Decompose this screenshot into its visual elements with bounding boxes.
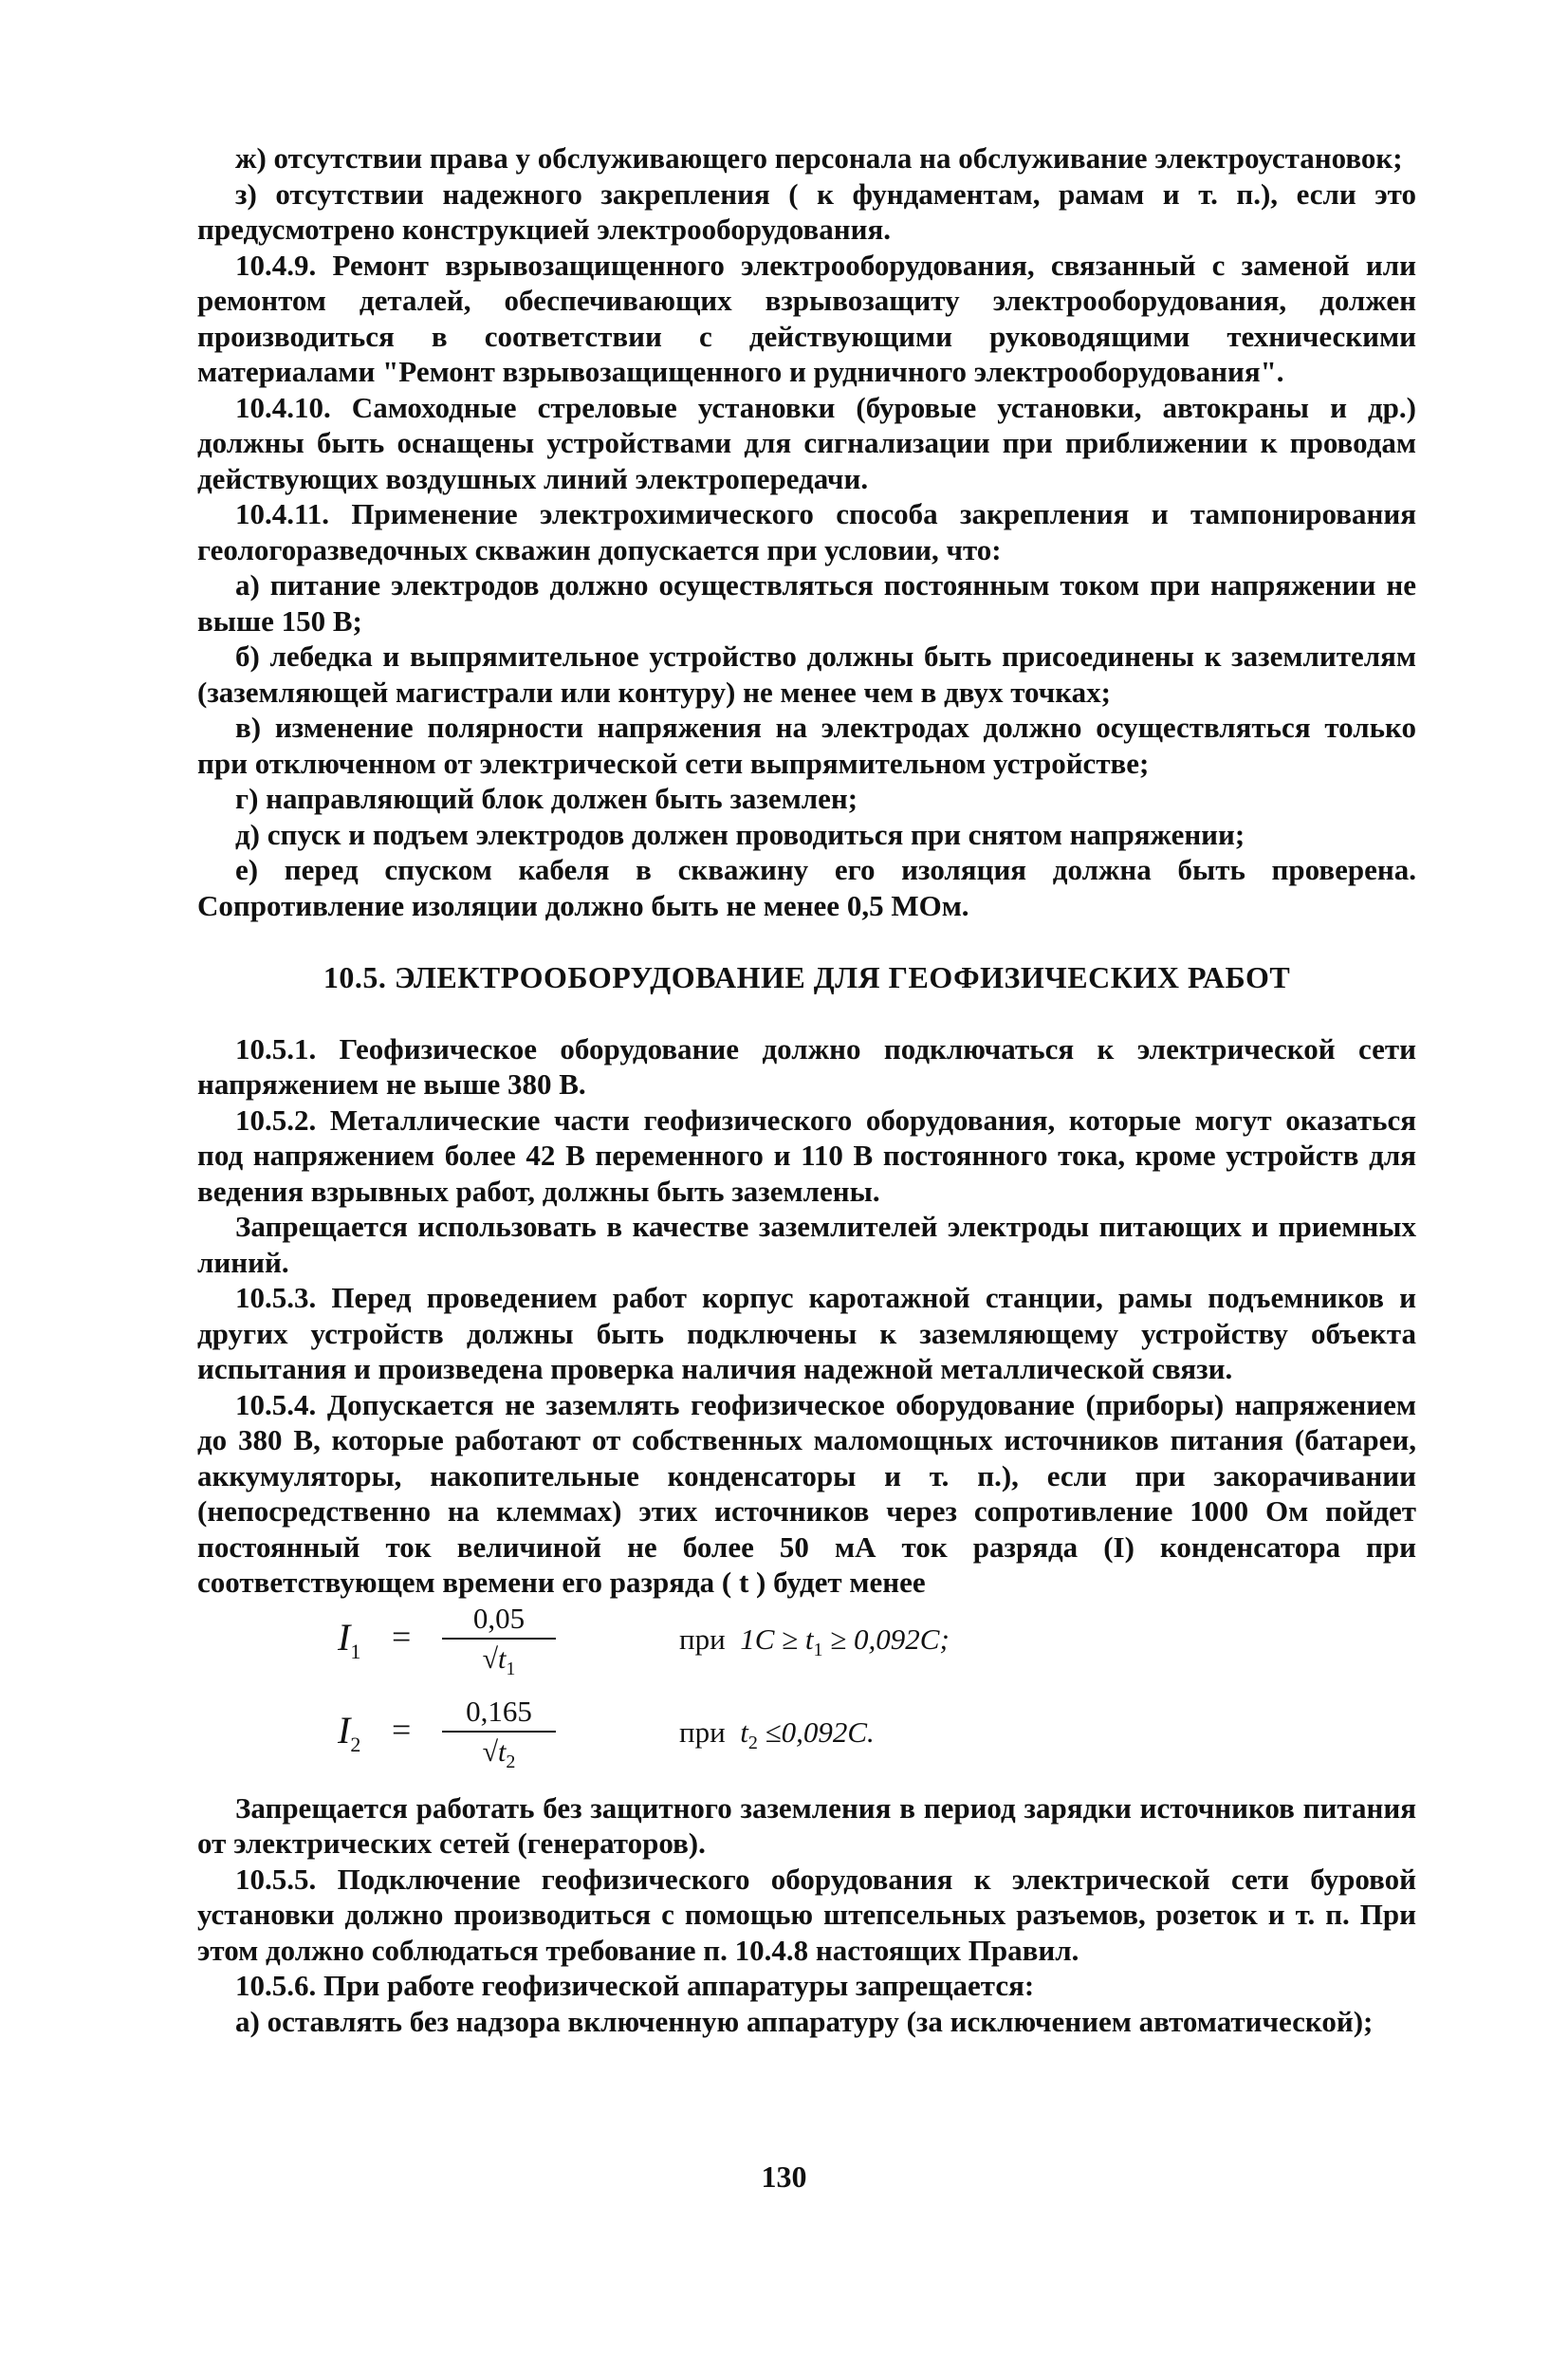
middle-paragraphs [197,1031,1416,1601]
paragraph: 10.5.6. При работе геофизической аппаратуры запрещается: [235,1969,1035,2002]
formula-lhs: $I_2$ [338,1708,361,1756]
paragraph: Запрещается работать без защитного заземления в период зарядки источников питания от электрических сетей (генераторов). [197,1790,1416,1860]
paragraph: а) питание электродов должно осуществляться постоянным током при напряжении не выше 150 В; [197,568,1416,638]
main-text [197,140,1416,2039]
paragraph: а) оставлять без надзора включенную аппаратуру (за исключением автоматической); [235,2004,1374,2038]
formula-numerator: 0,05 [442,1601,556,1640]
paragraph: б) лебедка и выпрямительное устройство должны быть присоединены к заземлителям (заземляющей магистрали или контуру) не менее чем в двух точках; [197,639,1416,709]
formula-fraction [442,1694,556,1781]
paragraph: 10.5.5. Подключение геофизического оборудования к электрической сети буровой установки должно производиться с помощью штепсельных разъемов, розеток и т. п. При этом должно соблюдаться требование п. 10.4.8 настоящих Правил. [197,1862,1416,1967]
formula-lhs: $I_1$ [338,1615,361,1663]
paragraph: д) спуск и подъем электродов должен проводиться при снятом напряжении; [235,817,1245,851]
page-number: 130 [761,2159,807,2194]
paragraph: Запрещается использовать в качестве заземлителей электроды питающих и приемных линий. [197,1210,1416,1279]
top-paragraphs [197,140,1416,923]
formula-block [197,1601,1416,1790]
paragraph: е) перед спуском кабеля в скважину его изоляция должна быть проверена. Сопротивление изоляции должно быть не менее 0,5 МОм. [197,853,1416,922]
paragraph: з) отсутствии надежного закрепления ( к фундаментам, рамам и т. п.), если это предусмотрено конструкцией электрооборудования. [197,176,1416,246]
paragraph: 10.4.11. Применение электрохимического способа закрепления и тампонирования геологоразведочных скважин допускается при условии, что: [197,497,1416,566]
paragraph: 10.4.10. Самоходные стреловые установки (буровые установки, автокраны и др.) должны быть оснащены устройствами для сигнализации при приближении к проводам действующих воздушных линий электропередачи. [197,390,1416,495]
bottom-paragraphs [197,1790,1416,2040]
formula-condition: при $t_2 \le 0,092C$. [679,1715,875,1753]
formula-equals: = [392,1617,412,1656]
paragraph: 10.4.9. Ремонт взрывозащищенного электрооборудования, связанный с заменой или ремонтом деталей, обеспечивающих взрывозащиту электрооборудования, должен производиться в соответствии с действующими руководящими техническими материалами "Ремонт взрывозащищенного и рудничного электрооборудования". [197,248,1416,388]
formula-denominator: $√t_1$ [482,1643,516,1679]
paragraph: 10.5.2. Металлические части геофизического оборудования, которые могут оказаться под напряжением более 42 В переменного и 110 В постоянного тока, кроме устройств для ведения взрывных работ, должны быть заземлены. [197,1103,1416,1208]
formula-row [197,1601,1416,1686]
formula-numerator: 0,165 [442,1694,556,1733]
paragraph: ж) отсутствии права у обслуживающего персонала на обслуживание электроустановок; [235,141,1403,175]
formula-denominator: $√t_2$ [482,1736,516,1772]
section-heading: 10.5. ЭЛЕКТРООБОРУДОВАНИЕ ДЛЯ ГЕОФИЗИЧЕСКИХ РАБОТ [323,960,1291,994]
formula-equals: = [392,1710,412,1749]
paragraph: г) направляющий блок должен быть заземлен; [235,782,858,815]
paragraph: 10.5.1. Геофизическое оборудование должно подключаться к электрической сети напряжением не выше 380 В. [197,1031,1416,1101]
paragraph: 10.5.4. Допускается не заземлять геофизическое оборудование (приборы) напряжением до 380 В, которые работают от собственных маломощных источников питания (батареи, аккумуляторы, накопительные конденсаторы и т. п.), если при закорачивании (непосредственно на клеммах) этих источников через сопротивление 1000 Ом пойдет постоянный ток величиной не более 50 мА ток разряда (I) конденсатора при соответствующем времени его разряда ( t ) будет менее [197,1387,1416,1599]
formula-row [197,1694,1416,1779]
formula-fraction [442,1601,556,1688]
paragraph: 10.5.3. Перед проведением работ корпус каротажной станции, рамы подъемников и других устройств должны быть подключены к заземляющему устройству объекта испытания и произведена проверка наличия надежной металлической связи. [197,1281,1416,1385]
formula-condition: при $1C \ge t_1 \ge 0,092C$; [679,1622,950,1660]
paragraph: в) изменение полярности напряжения на электродах должно осуществляться только при отключенном от электрической сети выпрямительном устройстве; [197,711,1416,780]
